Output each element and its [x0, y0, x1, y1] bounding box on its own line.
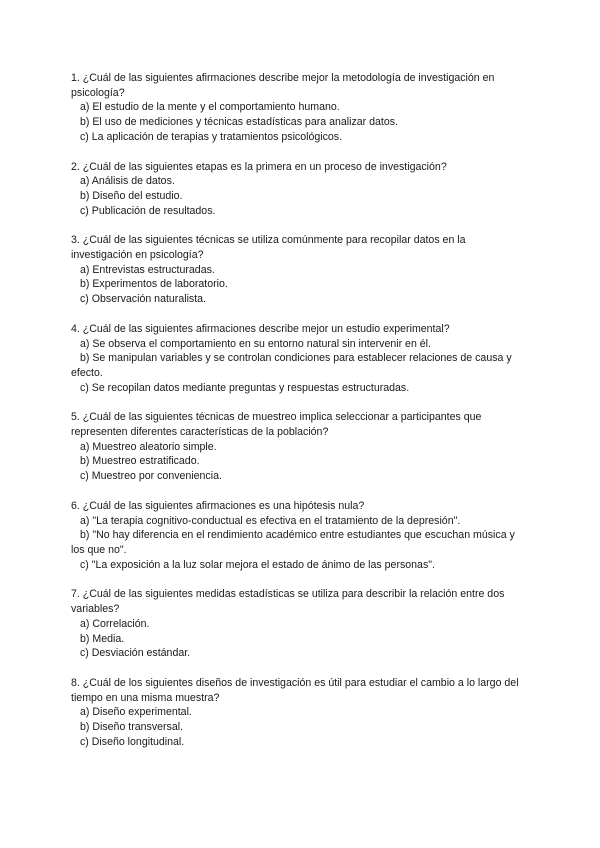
question-5 — [71, 410, 529, 484]
option-b: b) "No hay diferencia en el rendimiento académico entre estudiantes que escuchan música y los que no". — [71, 529, 515, 556]
option-b: b) Media. — [80, 632, 125, 645]
option-a: a) El estudio de la mente y el comportamiento humano. — [80, 101, 340, 114]
option-a: a) "La terapia cognitivo-conductual es efectiva en el tratamiento de la depresión". — [80, 514, 461, 527]
option-c: c) Desviación estándar. — [80, 647, 191, 660]
option-a: a) Se observa el comportamiento en su entorno natural sin intervenir en él. — [80, 337, 431, 350]
option-c: c) Publicación de resultados. — [80, 204, 216, 217]
question-list — [71, 71, 529, 764]
option-c: c) La aplicación de terapias y tratamientos psicológicos. — [80, 130, 343, 143]
question-text: 5. ¿Cuál de las siguientes técnicas de muestreo implica seleccionar a participantes que representen diferentes características de la población? — [71, 411, 482, 439]
question-text: 4. ¿Cuál de las siguientes afirmaciones describe mejor un estudio experimental? — [71, 322, 450, 335]
option-b: b) Diseño del estudio. — [80, 189, 183, 202]
question-8 — [71, 676, 529, 750]
option-c: c) Observación naturalista. — [80, 293, 207, 306]
question-1 — [71, 71, 529, 145]
option-c: c) Se recopilan datos mediante preguntas y respuestas estructuradas. — [80, 381, 410, 394]
option-b: b) Se manipulan variables y se controlan condiciones para establecer relaciones de causa y efecto. — [71, 352, 512, 379]
option-a: a) Diseño experimental. — [80, 706, 192, 719]
option-b: b) Experimentos de laboratorio. — [80, 278, 228, 291]
question-text: 8. ¿Cuál de los siguientes diseños de investigación es útil para estudiar el cambio a lo largo del tiempo en una misma muestra? — [71, 676, 519, 704]
option-c: c) Diseño longitudinal. — [80, 735, 185, 748]
option-a: a) Muestreo aleatorio simple. — [80, 440, 217, 453]
question-text: 3. ¿Cuál de las siguientes técnicas se utiliza comúnmente para recopilar datos en la investigación en psicología? — [71, 234, 466, 262]
option-c: c) "La exposición a la luz solar mejora el estado de ánimo de las personas". — [80, 558, 435, 571]
option-b: b) Diseño transversal. — [80, 721, 184, 734]
question-7 — [71, 587, 529, 661]
option-c: c) Muestreo por conveniencia. — [80, 470, 222, 483]
option-a: a) Correlación. — [80, 617, 150, 630]
option-b: b) Muestreo estratificado. — [80, 455, 200, 468]
option-a: a) Entrevistas estructuradas. — [80, 263, 215, 276]
question-text: 7. ¿Cuál de las siguientes medidas estadísticas se utiliza para describir la relación entre dos variables? — [71, 588, 505, 616]
question-text: 2. ¿Cuál de las siguientes etapas es la primera en un proceso de investigación? — [71, 160, 447, 173]
question-4 — [71, 322, 529, 396]
question-text: 6. ¿Cuál de las siguientes afirmaciones es una hipótesis nula? — [71, 499, 365, 512]
option-a: a) Análisis de datos. — [80, 175, 175, 188]
question-2 — [71, 160, 529, 219]
question-6 — [71, 499, 529, 573]
option-b: b) El uso de mediciones y técnicas estadísticas para analizar datos. — [80, 116, 398, 129]
question-text: 1. ¿Cuál de las siguientes afirmaciones describe mejor la metodología de investigación en psicología? — [71, 72, 495, 99]
question-3 — [71, 233, 529, 307]
